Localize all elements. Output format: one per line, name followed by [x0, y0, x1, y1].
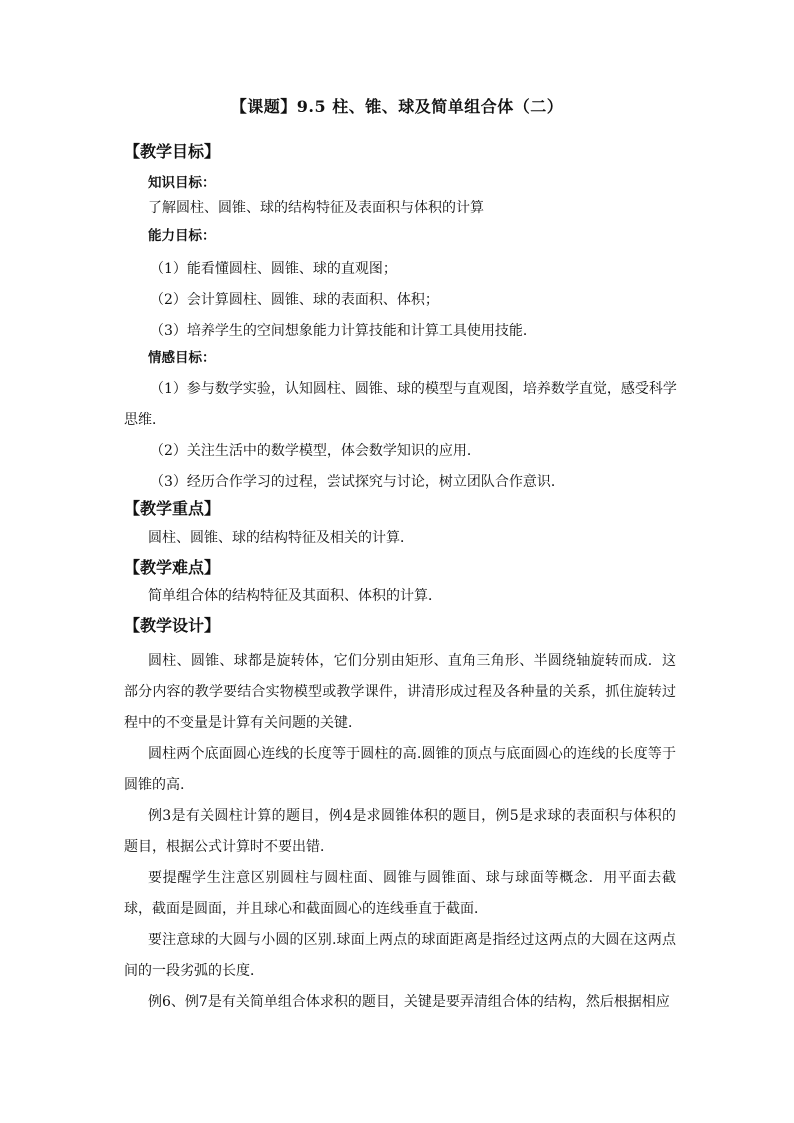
design-paragraph-6: 例6、例7是有关简单组合体求积的题目，关键是要弄清组合体的结构，然后根据相应 — [148, 994, 670, 1010]
difficulties-heading: 【教学难点】 — [124, 558, 221, 577]
knowledge-text: 了解圆柱、圆锥、球的结构特征及表面积与体积的计算 — [148, 200, 484, 216]
design-heading: 【教学设计】 — [124, 616, 221, 635]
key-points-heading: 【教学重点】 — [124, 499, 221, 518]
objectives-heading: 【教学目标】 — [124, 142, 221, 161]
design-paragraph-2: 圆柱两个底面圆心连线的长度等于圆柱的高.圆锥的顶点与底面圆心的连线的长度等于圆锥的高. — [124, 746, 676, 793]
key-points-text: 圆柱、圆锥、球的结构特征及相关的计算． — [148, 530, 414, 546]
design-paragraph-4: 要提醒学生注意区别圆柱与圆柱面、圆锥与圆锥面、球与球面等概念．用平面去截球，截面是圆面，并且球心和截面圆心的连线垂直于截面． — [124, 870, 676, 917]
emotion-item-3: （3）经历合作学习的过程，尝试探究与讨论，树立团队合作意识． — [150, 474, 565, 490]
emotion-label: 情感目标： — [148, 350, 216, 366]
emotion-item-1-line-1: （1）参与数学实验，认知圆柱、圆锥、球的模型与直观图，培养数学直觉，感受科学 — [150, 381, 677, 397]
knowledge-label: 知识目标： — [148, 175, 216, 191]
ability-item-2: （2）会计算圆柱、圆锥、球的表面积、体积； — [150, 292, 439, 308]
design-paragraph-1: 圆柱、圆锥、球都是旋转体，它们分别由矩形、直角三角形、半圆绕轴旋转而成．这部分内容的教学要结合实物模型或教学课件，讲清形成过程及各种量的关系，抓住旋转过程中的不变量是计算有关问题的关键． — [124, 653, 676, 731]
design-paragraph-5: 要注意球的大圆与小圆的区别.球面上两点的球面距离是指经过这两点的大圆在这两点间的一段劣弧的长度． — [124, 932, 676, 979]
ability-item-1: （1）能看懂圆柱、圆锥、球的直观图； — [150, 261, 397, 277]
emotion-item-2: （2）关注生活中的数学模型，体会数学知识的应用． — [150, 443, 481, 459]
difficulties-text: 简单组合体的结构特征及其面积、体积的计算． — [148, 588, 442, 604]
lesson-title: 【课题】9.5 柱、锥、球及简单组合体（二） — [230, 97, 564, 116]
ability-item-3: （3）培养学生的空间想象能力计算技能和计算工具使用技能． — [150, 323, 537, 339]
ability-label: 能力目标： — [148, 228, 216, 244]
emotion-item-1-line-2: 思维． — [124, 412, 166, 428]
design-paragraph-3: 例3是有关圆柱计算的题目，例4是求圆锥体积的题目，例5是求球的表面积与体积的题目，根据公式计算时不要出错． — [124, 808, 676, 855]
